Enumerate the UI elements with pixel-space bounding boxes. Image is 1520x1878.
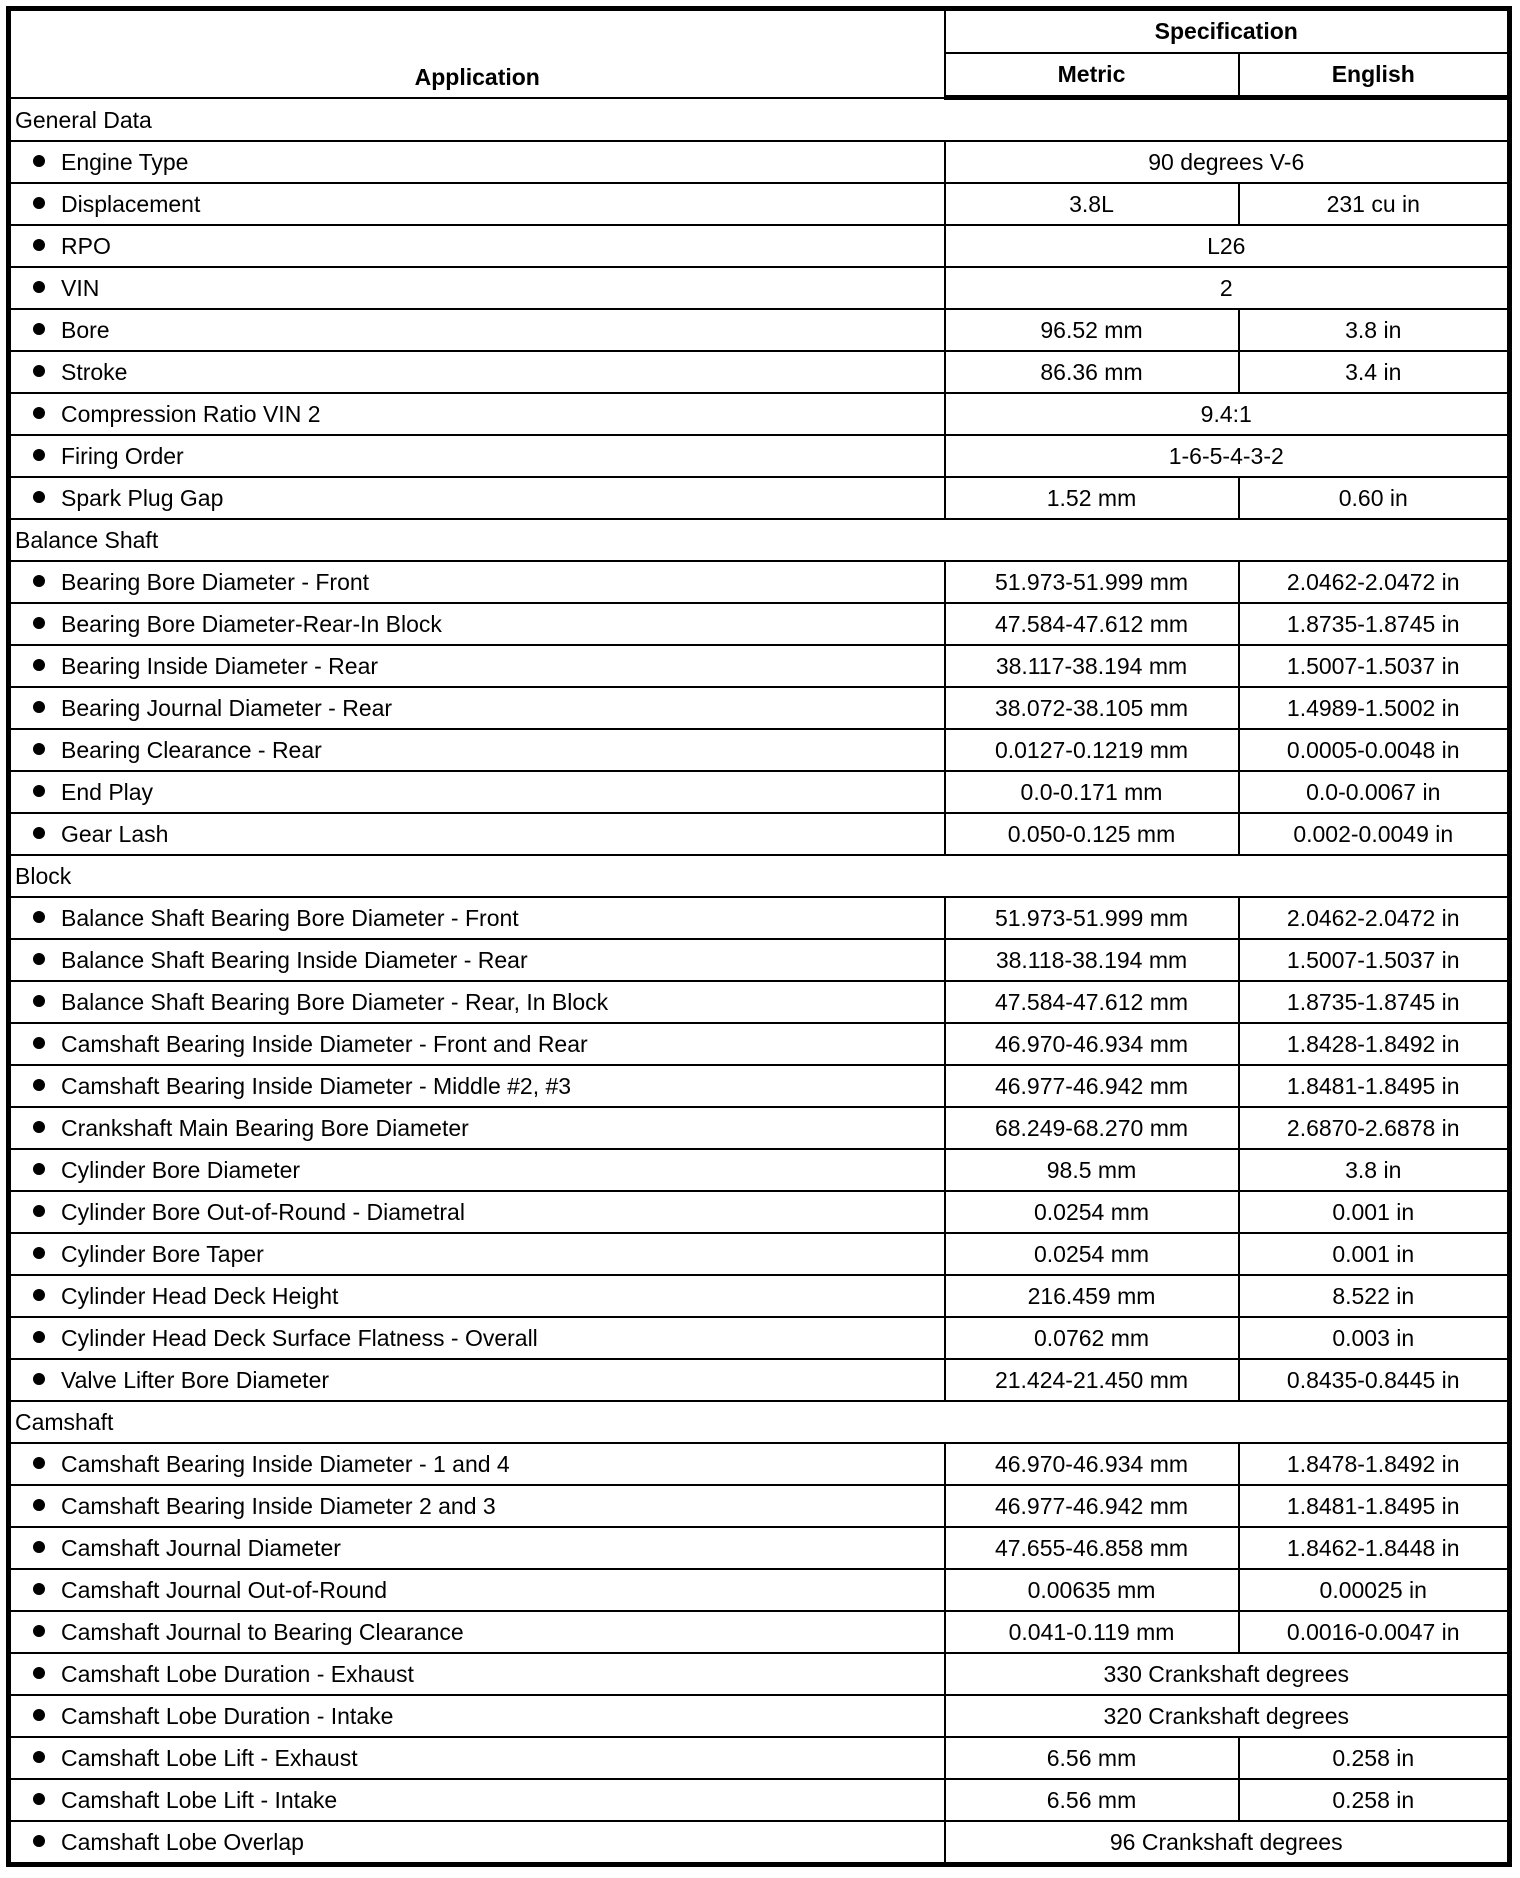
bullet-icon bbox=[33, 617, 45, 629]
english-value-cell: 1.8462-1.8448 in bbox=[1239, 1527, 1510, 1569]
english-value-cell: 0.60 in bbox=[1239, 477, 1510, 519]
application-cell bbox=[9, 1191, 945, 1233]
metric-value-cell: 98.5 mm bbox=[945, 1149, 1239, 1191]
spec-value-cell: 320 Crankshaft degrees bbox=[945, 1695, 1510, 1737]
application-cell bbox=[9, 1107, 945, 1149]
bullet-icon bbox=[33, 1499, 45, 1511]
application-cell bbox=[9, 1779, 945, 1821]
table-row bbox=[9, 771, 1510, 813]
header-specification: Specification bbox=[945, 9, 1510, 54]
english-value-cell: 3.4 in bbox=[1239, 351, 1510, 393]
application-cell bbox=[9, 603, 945, 645]
table-row bbox=[9, 645, 1510, 687]
bullet-icon bbox=[33, 953, 45, 965]
application-label: Camshaft Bearing Inside Diameter 2 and 3 bbox=[61, 1492, 496, 1519]
english-value-cell: 0.003 in bbox=[1239, 1317, 1510, 1359]
metric-value-cell: 46.977-46.942 mm bbox=[945, 1065, 1239, 1107]
application-cell bbox=[9, 477, 945, 519]
spec-value-cell: 9.4:1 bbox=[945, 393, 1510, 435]
bullet-icon bbox=[33, 1331, 45, 1343]
spec-value-cell: 2 bbox=[945, 267, 1510, 309]
application-label: Cylinder Bore Diameter bbox=[61, 1156, 301, 1183]
application-label: Spark Plug Gap bbox=[61, 484, 224, 511]
metric-value-cell: 96.52 mm bbox=[945, 309, 1239, 351]
application-cell bbox=[9, 435, 945, 477]
table-row bbox=[9, 435, 1510, 477]
application-cell bbox=[9, 1653, 945, 1695]
bullet-icon bbox=[33, 1163, 45, 1175]
metric-value-cell: 1.52 mm bbox=[945, 477, 1239, 519]
application-label: Balance Shaft Bearing Bore Diameter - Front bbox=[61, 904, 519, 931]
table-row bbox=[9, 393, 1510, 435]
bullet-icon bbox=[33, 1205, 45, 1217]
table-row bbox=[9, 1653, 1510, 1695]
english-value-cell: 0.258 in bbox=[1239, 1779, 1510, 1821]
section-title: Camshaft bbox=[9, 1401, 1510, 1443]
table-row bbox=[9, 1317, 1510, 1359]
application-label: Bearing Bore Diameter-Rear-In Block bbox=[61, 610, 442, 637]
application-cell bbox=[9, 771, 945, 813]
bullet-icon bbox=[33, 1835, 45, 1847]
spec-value-cell: 1-6-5-4-3-2 bbox=[945, 435, 1510, 477]
application-label: Camshaft Bearing Inside Diameter - Middle #2, #3 bbox=[61, 1072, 572, 1099]
english-value-cell: 0.001 in bbox=[1239, 1191, 1510, 1233]
metric-value-cell: 6.56 mm bbox=[945, 1779, 1239, 1821]
application-cell bbox=[9, 561, 945, 603]
bullet-icon bbox=[33, 1037, 45, 1049]
application-label: End Play bbox=[61, 778, 154, 805]
table-row bbox=[9, 1275, 1510, 1317]
table-row bbox=[9, 351, 1510, 393]
table-row bbox=[9, 897, 1510, 939]
application-label: Bearing Journal Diameter - Rear bbox=[61, 694, 393, 721]
table-row bbox=[9, 1569, 1510, 1611]
bullet-icon bbox=[33, 575, 45, 587]
table-row bbox=[9, 1023, 1510, 1065]
metric-value-cell: 6.56 mm bbox=[945, 1737, 1239, 1779]
application-label: Camshaft Journal Diameter bbox=[61, 1534, 341, 1561]
metric-value-cell: 38.118-38.194 mm bbox=[945, 939, 1239, 981]
application-label: Camshaft Lobe Duration - Intake bbox=[61, 1702, 394, 1729]
table-row bbox=[9, 1779, 1510, 1821]
english-value-cell: 1.5007-1.5037 in bbox=[1239, 645, 1510, 687]
metric-value-cell: 46.977-46.942 mm bbox=[945, 1485, 1239, 1527]
application-label: Camshaft Lobe Overlap bbox=[61, 1828, 304, 1855]
metric-value-cell: 0.0254 mm bbox=[945, 1233, 1239, 1275]
application-cell bbox=[9, 267, 945, 309]
english-value-cell: 3.8 in bbox=[1239, 1149, 1510, 1191]
bullet-icon bbox=[33, 449, 45, 461]
table-row bbox=[9, 477, 1510, 519]
metric-value-cell: 47.584-47.612 mm bbox=[945, 603, 1239, 645]
application-label: Stroke bbox=[61, 358, 128, 385]
metric-value-cell: 0.0254 mm bbox=[945, 1191, 1239, 1233]
engine-specifications-table bbox=[6, 6, 1512, 1867]
english-value-cell: 1.8428-1.8492 in bbox=[1239, 1023, 1510, 1065]
application-cell bbox=[9, 1737, 945, 1779]
application-label: Balance Shaft Bearing Bore Diameter - Rear, In Block bbox=[61, 988, 609, 1015]
metric-value-cell: 46.970-46.934 mm bbox=[945, 1023, 1239, 1065]
metric-value-cell: 51.973-51.999 mm bbox=[945, 897, 1239, 939]
bullet-icon bbox=[33, 701, 45, 713]
bullet-icon bbox=[33, 323, 45, 335]
section-title: General Data bbox=[9, 98, 1510, 142]
application-label: Camshaft Bearing Inside Diameter - 1 and 4 bbox=[61, 1450, 510, 1477]
application-cell bbox=[9, 1023, 945, 1065]
application-cell bbox=[9, 183, 945, 225]
bullet-icon bbox=[33, 365, 45, 377]
bullet-icon bbox=[33, 659, 45, 671]
table-row bbox=[9, 141, 1510, 183]
english-value-cell: 1.8735-1.8745 in bbox=[1239, 603, 1510, 645]
bullet-icon bbox=[33, 1709, 45, 1721]
application-label: Bearing Inside Diameter - Rear bbox=[61, 652, 379, 679]
section-title: Block bbox=[9, 855, 1510, 897]
header-application: Application bbox=[9, 9, 945, 98]
application-cell bbox=[9, 1569, 945, 1611]
table-row bbox=[9, 981, 1510, 1023]
table-row bbox=[9, 1065, 1510, 1107]
table-row bbox=[9, 1611, 1510, 1653]
english-value-cell: 1.4989-1.5002 in bbox=[1239, 687, 1510, 729]
table-row bbox=[9, 939, 1510, 981]
metric-value-cell: 216.459 mm bbox=[945, 1275, 1239, 1317]
application-cell bbox=[9, 897, 945, 939]
table-row bbox=[9, 1737, 1510, 1779]
section-row bbox=[9, 1401, 1510, 1443]
table-row bbox=[9, 1191, 1510, 1233]
table-row bbox=[9, 1821, 1510, 1865]
application-cell bbox=[9, 1527, 945, 1569]
application-cell bbox=[9, 393, 945, 435]
table-row bbox=[9, 561, 1510, 603]
application-label: Crankshaft Main Bearing Bore Diameter bbox=[61, 1114, 469, 1141]
metric-value-cell: 0.00635 mm bbox=[945, 1569, 1239, 1611]
table-row bbox=[9, 603, 1510, 645]
bullet-icon bbox=[33, 1583, 45, 1595]
table-row bbox=[9, 687, 1510, 729]
application-label: Engine Type bbox=[61, 148, 189, 175]
table-row bbox=[9, 1527, 1510, 1569]
bullet-icon bbox=[33, 1541, 45, 1553]
metric-value-cell: 38.072-38.105 mm bbox=[945, 687, 1239, 729]
application-cell bbox=[9, 939, 945, 981]
application-cell bbox=[9, 687, 945, 729]
application-cell bbox=[9, 141, 945, 183]
header-english: English bbox=[1239, 53, 1510, 98]
section-row bbox=[9, 98, 1510, 142]
application-cell bbox=[9, 1065, 945, 1107]
spec-value-cell: L26 bbox=[945, 225, 1510, 267]
bullet-icon bbox=[33, 239, 45, 251]
application-label: Bearing Clearance - Rear bbox=[61, 736, 322, 763]
application-cell bbox=[9, 1611, 945, 1653]
english-value-cell: 1.8735-1.8745 in bbox=[1239, 981, 1510, 1023]
bullet-icon bbox=[33, 827, 45, 839]
english-value-cell: 1.8478-1.8492 in bbox=[1239, 1443, 1510, 1485]
application-cell bbox=[9, 1695, 945, 1737]
application-cell bbox=[9, 1821, 945, 1865]
application-cell bbox=[9, 645, 945, 687]
english-value-cell: 8.522 in bbox=[1239, 1275, 1510, 1317]
application-label: Camshaft Journal Out-of-Round bbox=[61, 1576, 387, 1603]
application-label: Balance Shaft Bearing Inside Diameter - Rear bbox=[61, 946, 528, 973]
metric-value-cell: 51.973-51.999 mm bbox=[945, 561, 1239, 603]
english-value-cell: 1.8481-1.8495 in bbox=[1239, 1485, 1510, 1527]
bullet-icon bbox=[33, 1373, 45, 1385]
application-label: Bearing Bore Diameter - Front bbox=[61, 568, 370, 595]
metric-value-cell: 68.249-68.270 mm bbox=[945, 1107, 1239, 1149]
application-label: Cylinder Bore Out-of-Round - Diametral bbox=[61, 1198, 465, 1225]
english-value-cell: 2.0462-2.0472 in bbox=[1239, 897, 1510, 939]
application-label: Valve Lifter Bore Diameter bbox=[61, 1366, 330, 1393]
bullet-icon bbox=[33, 1625, 45, 1637]
bullet-icon bbox=[33, 1121, 45, 1133]
section-row bbox=[9, 855, 1510, 897]
bullet-icon bbox=[33, 281, 45, 293]
english-value-cell: 0.0016-0.0047 in bbox=[1239, 1611, 1510, 1653]
table-row bbox=[9, 813, 1510, 855]
application-cell bbox=[9, 1485, 945, 1527]
bullet-icon bbox=[33, 743, 45, 755]
metric-value-cell: 38.117-38.194 mm bbox=[945, 645, 1239, 687]
application-label: Cylinder Bore Taper bbox=[61, 1240, 264, 1267]
bullet-icon bbox=[33, 1247, 45, 1259]
application-label: Displacement bbox=[61, 190, 201, 217]
application-cell bbox=[9, 1443, 945, 1485]
english-value-cell: 0.0-0.0067 in bbox=[1239, 771, 1510, 813]
application-label: VIN bbox=[61, 274, 100, 301]
english-value-cell: 1.5007-1.5037 in bbox=[1239, 939, 1510, 981]
application-label: Camshaft Lobe Duration - Exhaust bbox=[61, 1660, 414, 1687]
bullet-icon bbox=[33, 995, 45, 1007]
table-row bbox=[9, 1695, 1510, 1737]
table-row bbox=[9, 225, 1510, 267]
bullet-icon bbox=[33, 911, 45, 923]
metric-value-cell: 46.970-46.934 mm bbox=[945, 1443, 1239, 1485]
table-row bbox=[9, 1149, 1510, 1191]
application-cell bbox=[9, 1359, 945, 1401]
bullet-icon bbox=[33, 785, 45, 797]
application-label: Cylinder Head Deck Surface Flatness - Overall bbox=[61, 1324, 538, 1351]
metric-value-cell: 0.0-0.171 mm bbox=[945, 771, 1239, 813]
english-value-cell: 1.8481-1.8495 in bbox=[1239, 1065, 1510, 1107]
application-cell bbox=[9, 351, 945, 393]
application-cell bbox=[9, 1275, 945, 1317]
bullet-icon bbox=[33, 1793, 45, 1805]
application-cell bbox=[9, 1317, 945, 1359]
bullet-icon bbox=[33, 1457, 45, 1469]
metric-value-cell: 0.041-0.119 mm bbox=[945, 1611, 1239, 1653]
bullet-icon bbox=[33, 1079, 45, 1091]
section-title: Balance Shaft bbox=[9, 519, 1510, 561]
metric-value-cell: 47.584-47.612 mm bbox=[945, 981, 1239, 1023]
application-label: Bore bbox=[61, 316, 110, 343]
application-label: Cylinder Head Deck Height bbox=[61, 1282, 339, 1309]
spec-value-cell: 90 degrees V-6 bbox=[945, 141, 1510, 183]
table-row bbox=[9, 729, 1510, 771]
bullet-icon bbox=[33, 155, 45, 167]
metric-value-cell: 3.8L bbox=[945, 183, 1239, 225]
metric-value-cell: 0.0127-0.1219 mm bbox=[945, 729, 1239, 771]
english-value-cell: 0.8435-0.8445 in bbox=[1239, 1359, 1510, 1401]
metric-value-cell: 0.050-0.125 mm bbox=[945, 813, 1239, 855]
section-row bbox=[9, 519, 1510, 561]
table-row bbox=[9, 1359, 1510, 1401]
english-value-cell: 0.0005-0.0048 in bbox=[1239, 729, 1510, 771]
spec-value-cell: 96 Crankshaft degrees bbox=[945, 1821, 1510, 1865]
english-value-cell: 2.6870-2.6878 in bbox=[1239, 1107, 1510, 1149]
bullet-icon bbox=[33, 1751, 45, 1763]
table-row bbox=[9, 1443, 1510, 1485]
application-label: Compression Ratio VIN 2 bbox=[61, 400, 321, 427]
metric-value-cell: 0.0762 mm bbox=[945, 1317, 1239, 1359]
application-label: Camshaft Lobe Lift - Exhaust bbox=[61, 1744, 358, 1771]
english-value-cell: 0.001 in bbox=[1239, 1233, 1510, 1275]
application-cell bbox=[9, 309, 945, 351]
bullet-icon bbox=[33, 407, 45, 419]
metric-value-cell: 47.655-46.858 mm bbox=[945, 1527, 1239, 1569]
application-cell bbox=[9, 981, 945, 1023]
english-value-cell: 3.8 in bbox=[1239, 309, 1510, 351]
application-label: Camshaft Journal to Bearing Clearance bbox=[61, 1618, 464, 1645]
application-cell bbox=[9, 729, 945, 771]
bullet-icon bbox=[33, 1667, 45, 1679]
english-value-cell: 2.0462-2.0472 in bbox=[1239, 561, 1510, 603]
application-cell bbox=[9, 225, 945, 267]
english-value-cell: 0.258 in bbox=[1239, 1737, 1510, 1779]
application-cell bbox=[9, 1149, 945, 1191]
application-label: Camshaft Bearing Inside Diameter - Front and Rear bbox=[61, 1030, 588, 1057]
english-value-cell: 0.00025 in bbox=[1239, 1569, 1510, 1611]
application-label: Camshaft Lobe Lift - Intake bbox=[61, 1786, 338, 1813]
bullet-icon bbox=[33, 197, 45, 209]
spec-value-cell: 330 Crankshaft degrees bbox=[945, 1653, 1510, 1695]
table-row bbox=[9, 309, 1510, 351]
english-value-cell: 0.002-0.0049 in bbox=[1239, 813, 1510, 855]
application-label: Firing Order bbox=[61, 442, 184, 469]
table-row bbox=[9, 1485, 1510, 1527]
table-row bbox=[9, 1233, 1510, 1275]
table-row bbox=[9, 183, 1510, 225]
bullet-icon bbox=[33, 1289, 45, 1301]
application-cell bbox=[9, 813, 945, 855]
table-row bbox=[9, 267, 1510, 309]
spec-table-body bbox=[9, 98, 1510, 1865]
metric-value-cell: 21.424-21.450 mm bbox=[945, 1359, 1239, 1401]
application-cell bbox=[9, 1233, 945, 1275]
metric-value-cell: 86.36 mm bbox=[945, 351, 1239, 393]
header-metric: Metric bbox=[945, 53, 1239, 98]
application-label: RPO bbox=[61, 232, 111, 259]
bullet-icon bbox=[33, 491, 45, 503]
table-row bbox=[9, 1107, 1510, 1149]
english-value-cell: 231 cu in bbox=[1239, 183, 1510, 225]
application-label: Gear Lash bbox=[61, 820, 169, 847]
